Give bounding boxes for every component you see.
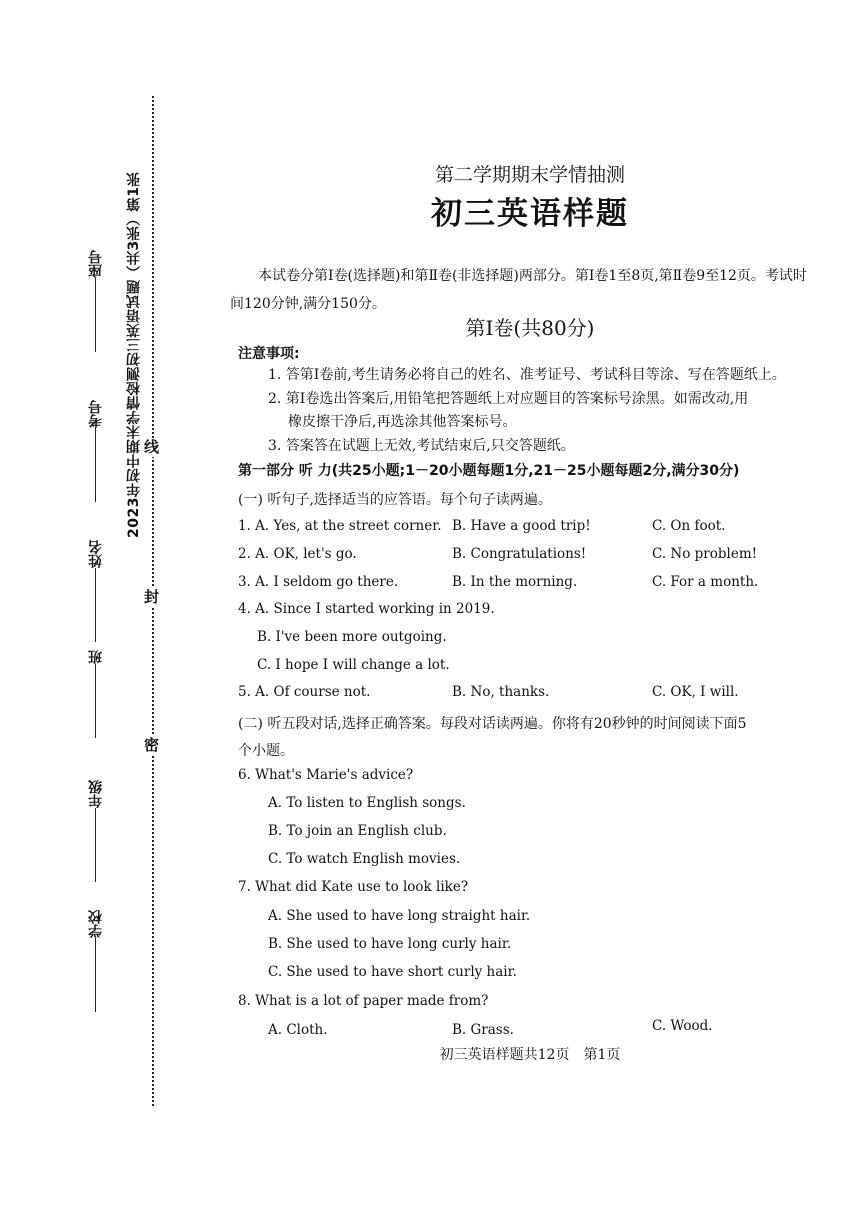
section1-instruction: (一) 听句子,选择适当的应答语。每个句子读两遍。 bbox=[238, 492, 552, 508]
section2-instruction-cont: 个小题。 bbox=[238, 743, 294, 759]
q6-stem: 6. What's Marie's advice? bbox=[238, 767, 414, 783]
field-school: 学校 bbox=[86, 910, 106, 1018]
q8-option-a: A. Cloth. bbox=[268, 1022, 328, 1038]
q3-option-a: 3. A. I seldom go there. bbox=[238, 574, 399, 590]
q5-option-a: 5. A. Of course not. bbox=[238, 684, 371, 700]
q2-option-a: 2. A. OK, let's go. bbox=[238, 546, 357, 562]
q8-option-c: C. Wood. bbox=[652, 1018, 713, 1034]
q4-option-a: 4. A. Since I started working in 2019. bbox=[238, 601, 495, 617]
seal-mark-line: 线 bbox=[144, 438, 160, 456]
q8-stem: 8. What is a lot of paper made from? bbox=[238, 993, 489, 1009]
q7-option-c: C. She used to have short curly hair. bbox=[268, 964, 517, 980]
q6-option-c: C. To watch English movies. bbox=[268, 851, 461, 867]
field-class: 班 bbox=[86, 650, 106, 744]
note-item: 2. 第Ⅰ卷选出答案后,用铅笔把答题纸上对应题目的答案标号涂黑。如需改动,用 bbox=[268, 391, 749, 407]
exam-intro: 本试卷分第Ⅰ卷(选择题)和第Ⅱ卷(非选择题)两部分。第Ⅰ卷1至8页,第Ⅱ卷9至12页。考试时间120分钟,满分150分。 bbox=[230, 268, 807, 312]
q2-option-c: C. No problem! bbox=[652, 546, 758, 562]
q5-option-c: C. OK, I will. bbox=[652, 684, 739, 700]
field-exam-number: 考号 bbox=[86, 400, 106, 508]
q6-option-b: B. To join an English club. bbox=[268, 823, 447, 839]
note-item: 橡皮擦干净后,再选涂其他答案标号。 bbox=[288, 414, 517, 430]
q7-option-a: A. She used to have long straight hair. bbox=[268, 908, 531, 924]
exam-title: 初三英语样题 bbox=[431, 196, 629, 232]
q2-option-b: B. Congratulations! bbox=[452, 546, 587, 562]
q1-option-b: B. Have a good trip! bbox=[452, 518, 591, 534]
section2-instruction: (二) 听五段对话,选择正确答案。每段对话读两遍。你将有20秒钟的时间阅读下面5 bbox=[238, 716, 747, 732]
seal-mark-secret: 密 bbox=[144, 736, 160, 754]
note-item: 1. 答第Ⅰ卷前,考生请务必将自己的姓名、准考证号、考试科目等涂、写在答题纸上。 bbox=[268, 367, 786, 383]
q1-option-c: C. On foot. bbox=[652, 518, 726, 534]
volume-title: 第Ⅰ卷(共80分) bbox=[465, 316, 595, 340]
notes-heading: 注意事项: bbox=[238, 346, 300, 362]
q3-option-b: B. In the morning. bbox=[452, 574, 578, 590]
q7-option-b: B. She used to have long curly hair. bbox=[268, 936, 512, 952]
q4-option-c: C. I hope I will change a lot. bbox=[257, 657, 450, 673]
field-name: 姓名 bbox=[86, 540, 106, 648]
q1-option-a: 1. A. Yes, at the street corner. bbox=[238, 518, 442, 534]
q7-stem: 7. What did Kate use to look like? bbox=[238, 879, 469, 895]
side-exam-title: 2023年初中期末学情检测初三英语试题（共3张）第1张 bbox=[126, 172, 142, 538]
field-grade: 年级 bbox=[86, 780, 106, 888]
note-item: 3. 答案答在试题上无效,考试结束后,只交答题纸。 bbox=[268, 438, 575, 454]
q6-option-a: A. To listen to English songs. bbox=[268, 795, 466, 811]
part1-heading: 第一部分 听 力(共25小题;1－20小题每题1分,21－25小题每题2分,满分30分) bbox=[238, 463, 740, 479]
page-footer: 初三英语样题共12页 第1页 bbox=[439, 1047, 621, 1063]
q8-option-b: B. Grass. bbox=[452, 1022, 514, 1038]
seal-mark-seal: 封 bbox=[144, 588, 160, 606]
exam-subtitle: 第二学期期末学情抽测 bbox=[434, 164, 625, 186]
q4-option-b: B. I've been more outgoing. bbox=[257, 629, 447, 645]
q3-option-c: C. For a month. bbox=[652, 574, 759, 590]
q5-option-b: B. No, thanks. bbox=[452, 684, 550, 700]
field-seat-number: 座号 bbox=[86, 250, 106, 358]
